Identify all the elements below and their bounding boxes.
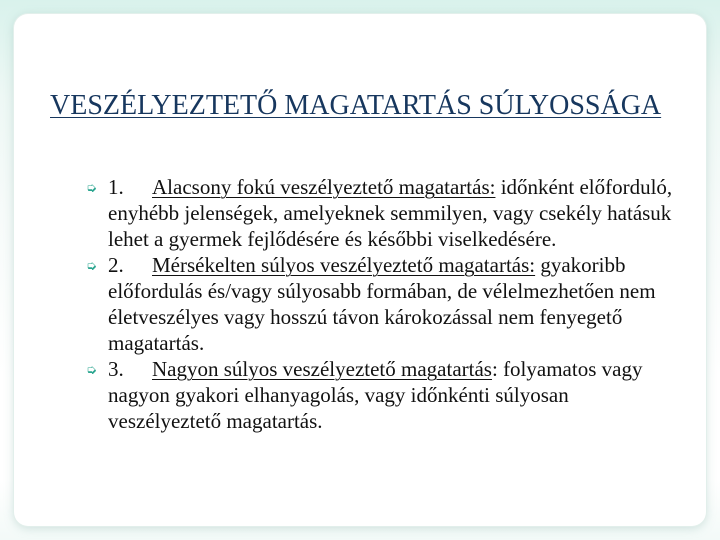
list-item-2 — [84, 252, 684, 356]
item-text: gyakoribb előfordulás és/vagy súlyosabb formában, de vélelmezhetően nem életveszélyes vagy hosszú távon károkozással nem fenyegető magatartás. — [108, 253, 656, 355]
item-text: folyamatos vagy nagyon gyakori elhanyagolás, vagy időnkénti súlyosan veszélyeztető magatartás. — [108, 357, 643, 433]
item-heading: Alacsony fokú veszélyeztető magatartás: — [152, 175, 496, 199]
slide-title: VESZÉLYEZTETŐ MAGATARTÁS SÚLYOSSÁGA — [50, 90, 662, 121]
curved-arrow-bullet-icon: ➭ — [86, 362, 97, 377]
slide-content-card — [14, 14, 706, 526]
item-number: 3. — [108, 357, 124, 381]
list-item-3 — [84, 356, 684, 434]
severity-list — [84, 174, 684, 434]
item-heading-suffix: : — [491, 357, 498, 381]
curved-arrow-bullet-icon: ➭ — [86, 180, 97, 195]
item-number: 1. — [108, 175, 124, 199]
item-heading: Nagyon súlyos veszélyeztető magatartás — [152, 357, 492, 381]
list-item-1 — [84, 174, 684, 252]
item-number: 2. — [108, 253, 124, 277]
item-text: időnként előforduló, enyhébb jelenségek, amelyeknek semmilyen, vagy csekély hatásuk lehet a gyermek fejlődésére és későbbi viselkedésére. — [108, 175, 673, 251]
item-heading: Mérsékelten súlyos veszélyeztető magatartás: — [152, 253, 536, 277]
curved-arrow-bullet-icon: ➭ — [86, 258, 97, 273]
